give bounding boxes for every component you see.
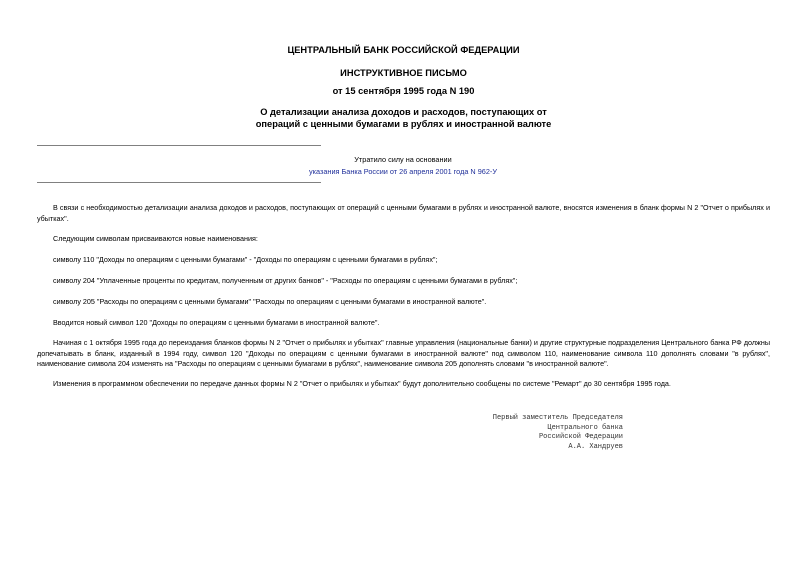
status-note — [300, 154, 506, 178]
status-text: Утратило силу на основании — [354, 155, 452, 164]
divider-bottom — [37, 182, 321, 183]
document-title — [0, 106, 807, 130]
paragraph-intro: В связи с необходимостью детализации анализа доходов и расходов, поступающих от операций с ценными бумагами в рублях и иностранной валюте, вносятся изменения в бланк формы N 2 "Отчет о прибылях и убытках". — [37, 203, 770, 223]
status-link[interactable]: указания Банка России от 26 апреля 2001 года N 962-У — [309, 167, 497, 176]
paragraph-renames: Следующим символам присваиваются новые наименования: — [53, 234, 258, 243]
paragraph-symbol-110: символу 110 "Доходы по операциям с ценными бумагами" - "Доходы по операциям с ценными бумагами в рублях"; — [53, 255, 438, 264]
document-type: ИНСТРУКТИВНОЕ ПИСЬМО — [340, 68, 467, 78]
signature-block — [470, 414, 623, 452]
paragraph-symbol-204: символу 204 "Уплаченные проценты по кредитам, полученным от других банков" - "Расходы по операциям с ценными бумагами в рублях"; — [53, 276, 518, 285]
document-title-line-2: операций с ценными бумагами в рублях и иностранной валюте — [255, 119, 552, 129]
signature-name: А.А. Хандруев — [568, 442, 623, 451]
signature-org: Центрального банка — [547, 423, 623, 432]
paragraph-symbol-120: Вводится новый символ 120 "Доходы по операциям с ценными бумагами в иностранной валюте". — [53, 318, 380, 327]
paragraph-software: Изменения в программном обеспечении по передаче данных формы N 2 "Отчет о прибылях и убытках" будут дополнительно сообщены по системе "Ремарт" до 30 сентября 1995 года. — [53, 379, 671, 388]
document-date-number: от 15 сентября 1995 года N 190 — [332, 86, 475, 96]
signature-country: Российской Федерации — [538, 433, 623, 442]
signature-position: Первый заместитель Председателя — [492, 414, 623, 422]
paragraph-transition: Начиная с 1 октября 1995 года до переиздания бланков формы N 2 "Отчет о прибылях и убытках" главные управления (национальные банки) и другие структурные подразделения Центрального банка РФ должны допечатывать в бланк, изданный в 1994 году, символ 120 "Доходы по операциям с ценными бумагами в иностранной валюте" под символом 110, наименование символа 110 дополнять словами "в рублях", наименование символа 204 изменять на "Расходы по операциям с ценными бумагами в рублях", наименование символа 205 дополнять словами "в иностранной валюте". — [37, 338, 770, 368]
paragraph-symbol-205: символу 205 "Расходы по операциям с ценными бумагами" "Расходы по операциям с ценными бумагами в иностранной валюте". — [53, 297, 487, 306]
document-title-line-1: О детализации анализа доходов и расходов, поступающих от — [260, 107, 547, 117]
divider-top — [37, 145, 321, 146]
issuer-title: ЦЕНТРАЛЬНЫЙ БАНК РОССИЙСКОЙ ФЕДЕРАЦИИ — [287, 45, 520, 55]
